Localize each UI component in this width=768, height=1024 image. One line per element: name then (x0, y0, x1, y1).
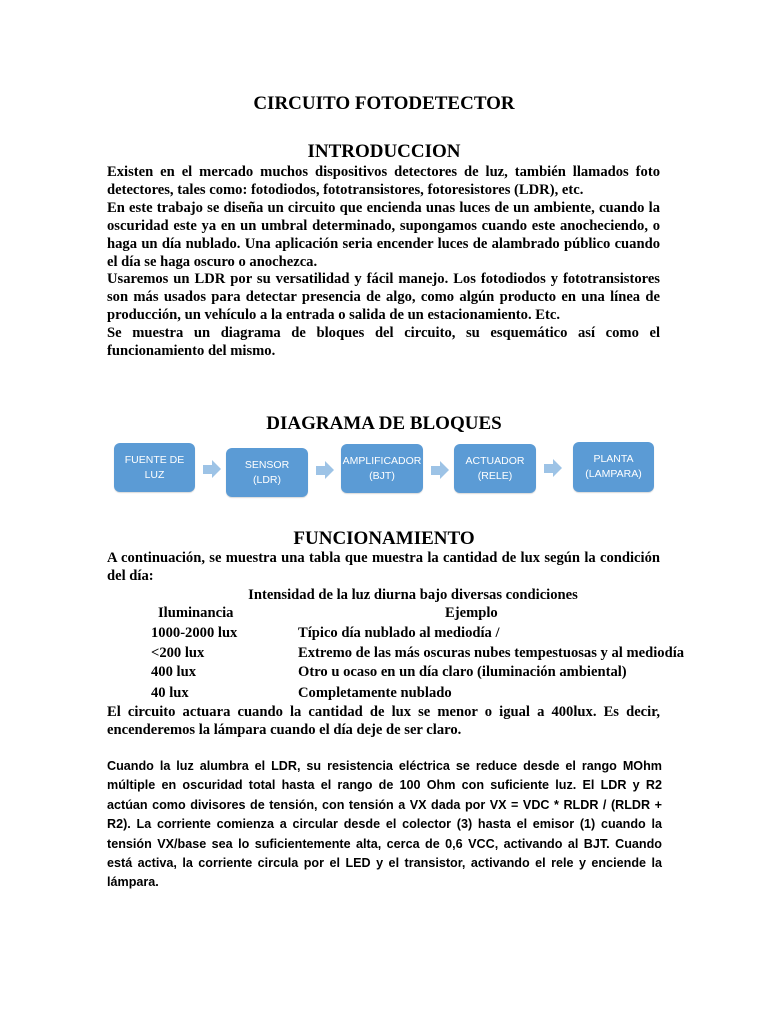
block-sublabel: (LAMPARA) (585, 468, 642, 480)
table-row (0, 664, 768, 682)
table-row (0, 645, 768, 663)
funcionamiento-paragraph: A continuación, se muestra una tabla que muestra la cantidad de lux según la condición del día: (107, 550, 660, 584)
block-fuente-de-luz (114, 443, 195, 492)
block-sublabel: (BJT) (369, 469, 395, 482)
intro-paragraph: Usaremos un LDR por su versatilidad y fácil manejo. Los fotodiodos y fototransistores son más usados para detectar presencia de algo, como algún producto en una línea de producción, un vehículo a la entrada o salida de un estacionamiento. Etc. (107, 271, 660, 324)
table-caption-text: Intensidad de la luz diurna bajo diversas condiciones (248, 587, 578, 603)
intro-heading: INTRODUCCION (307, 141, 461, 162)
document-title: CIRCUITO FOTODETECTOR (253, 93, 515, 114)
block-label: PLANTA (593, 453, 634, 465)
diagram-heading: DIAGRAMA DE BLOQUES (266, 413, 502, 434)
funcionamiento-paragraph: El circuito actuara cuando la cantidad de lux se menor o igual a 400lux. Es decir, encenderemos la lámpara cuando el día deje de ser claro. (107, 704, 660, 738)
table-cell-example: Típico día nublado al mediodía / (298, 625, 500, 641)
block-planta (573, 442, 654, 492)
funcionamiento-heading: FUNCIONAMIENTO (293, 528, 475, 549)
table-cell-example: Otro u ocaso en un día claro (iluminación ambiental) (298, 664, 627, 680)
block-label: SENSOR (244, 458, 290, 471)
intro-paragraph: Se muestra un diagrama de bloques del circuito, su esquemático así como el funcionamiento del mismo. (107, 325, 660, 360)
table-cell-example: Completamente nublado (298, 685, 452, 701)
intro-text (107, 164, 660, 361)
table-header-iluminancia: Iluminancia (158, 605, 234, 621)
block-sublabel: (LDR) (253, 473, 281, 486)
circuit-explanation: Cuando la luz alumbra el LDR, su resistencia eléctrica se reduce desde el rango MOhm múltiple en oscuridad total hasta el rango de 100 Ohm con suficiente luz. El LDR y R2 actúan como divisores de tensión, con tensión a VX dada por VX = VDC * RLDR / (RLDR + R2). La corriente comienza a circular desde el colector (3) hasta el emisor (1) cuando la tensión VX/base sea lo suficientemente alta, cerca de 0,6 VCC, activando al BJT. Cuando está activa, la corriente circula por el LED y el transistor, activando el rele y enciende la lámpara. (107, 759, 662, 890)
table-cell-lux: <200 lux (151, 645, 205, 661)
block-sensor (226, 448, 308, 497)
block-label: FUENTE DE LUZ (124, 453, 185, 481)
table-caption (107, 587, 747, 604)
intro-paragraph: Existen en el mercado muchos dispositivos detectores de luz, también llamados foto detectores, tales como: fotodiodos, fototransistores, fotoresistores (LDR), etc. (107, 164, 660, 198)
table-cell-lux: 1000-2000 lux (151, 625, 238, 641)
block-sublabel: (RELE) (477, 469, 513, 482)
table-row (0, 685, 768, 703)
block-amplificador (341, 444, 423, 493)
table-cell-lux: 40 lux (151, 685, 189, 701)
intro-paragraph: En este trabajo se diseña un circuito que encienda unas luces de un ambiente, cuando la oscuridad este ya en un umbral determinado, supongamos cuando este anocheciendo, o haga un día nublado. Una aplicación seria encender luces de alambrado público cuando el día se haga oscuro o anochezca. (107, 199, 660, 270)
block-actuador (454, 444, 536, 493)
table-header-ejemplo: Ejemplo (445, 605, 498, 621)
table-row (0, 625, 768, 643)
table-cell-example: Extremo de las más oscuras nubes tempestuosas y al mediodía (298, 645, 685, 661)
block-label: ACTUADOR (465, 454, 525, 467)
block-label: AMPLIFICADOR (342, 454, 422, 467)
table-cell-lux: 400 lux (151, 664, 197, 680)
